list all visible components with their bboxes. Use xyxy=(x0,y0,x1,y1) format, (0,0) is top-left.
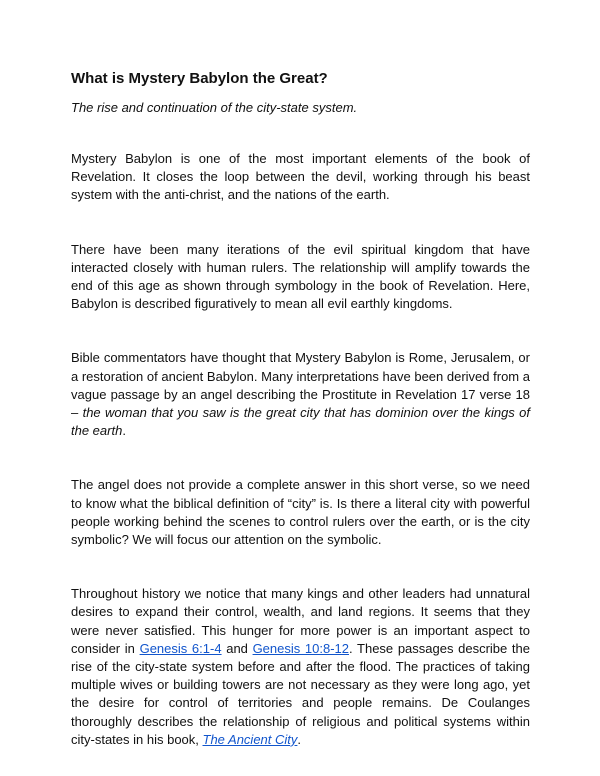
paragraph-iterations: There have been many iterations of the evil spiritual kingdom that have interacted closely with human rulers. The relationship will amplify towards the end of this age as shown through symbology in the book of Revelation. Here, Babylon is described figuratively to mean all evil earthly kingdoms. xyxy=(71,241,530,312)
paragraph-history xyxy=(71,585,530,749)
document-page xyxy=(71,68,530,749)
ancient-city-link[interactable]: The Ancient City xyxy=(202,731,298,747)
paragraph-intro: Mystery Babylon is one of the most important elements of the book of Revelation. It closes the loop between the devil, working through his beast system with the anti-christ, and the nations of the earth. xyxy=(71,151,530,203)
paragraph-commentators-end: . xyxy=(122,423,126,439)
paragraph-commentators-text: Bible commentators have thought that Mystery Babylon is Rome, Jerusalem, or a restoration of ancient Babylon. Many interpretations have been derived from a vague passage by an angel describing the Prostitute in Revelation 17 verse 18 – xyxy=(71,350,530,421)
paragraph-history-part2: . These passages describe the rise of the city-state system before and after the flood. The practices of taking multiple wives or building towers are not necessary as they were long ago, yet the desire for control of territories and people remains. De Coulanges thoroughly describes the relationship of religious and political systems within city-states in his book, xyxy=(71,640,530,747)
paragraph-history-and: and xyxy=(221,640,253,656)
paragraph-angel: The angel does not provide a complete answer in this short verse, so we need to know what the biblical definition of “city” is. Is there a literal city with powerful people working behind the scenes to control rulers over the earth, or is the city symbolic? We will focus our attention on the symbolic. xyxy=(71,477,530,548)
genesis-6-link[interactable]: Genesis 6:1-4 xyxy=(139,640,222,656)
genesis-10-link[interactable]: Genesis 10:8-12 xyxy=(252,640,349,656)
paragraph-history-part1: Throughout history we notice that many kings and other leaders had unnatural desires to expand their control, wealth, and land regions. It seems that they were never satisfied. This hunger for more power is an important aspect to consider in xyxy=(71,586,530,656)
paragraph-commentators xyxy=(71,349,530,440)
article-subtitle: The rise and continuation of the city-state system. xyxy=(71,100,358,115)
paragraph-history-end: . xyxy=(297,731,302,747)
article-title: What is Mystery Babylon the Great? xyxy=(71,70,328,87)
revelation-quote: the woman that you saw is the great city that has dominion over the kings of the earth xyxy=(71,405,530,439)
